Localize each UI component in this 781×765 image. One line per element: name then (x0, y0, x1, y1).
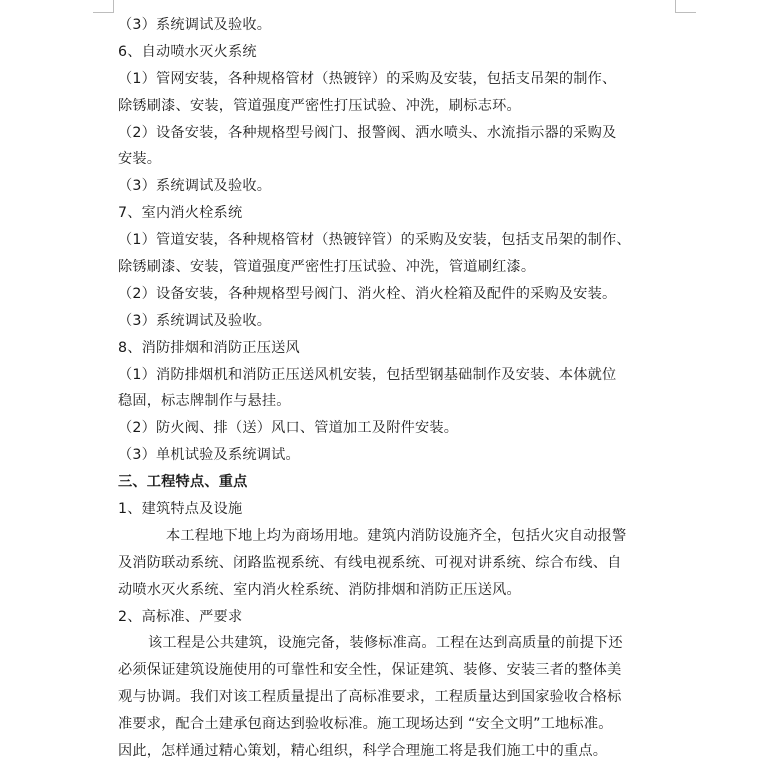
section-heading-8: 8、消防排烟和消防正压送风 (118, 339, 300, 356)
paragraph-line: （3）单机试验及系统调试。 (118, 447, 300, 464)
paragraph-line: （2）设备安装，各种规格型号阀门、报警阀、洒水喷头、水流指示器的采购及 (118, 124, 617, 141)
section-heading-6: 6、自动喷水灭火系统 (118, 43, 257, 60)
paragraph-line: 本工程地下地上均为商场用地。建筑内消防设施齐全，包括火灾自动报警 (166, 527, 627, 544)
paragraph-line: 除锈刷漆、安装，管道强度严密性打压试验、冲洗，刷标志环。 (118, 97, 521, 114)
document-body (118, 12, 678, 765)
paragraph-line: （1）管道安装，各种规格管材（热镀锌管）的采购及安装，包括支吊架的制作、 (118, 232, 631, 249)
paragraph-line: 安装。 (118, 151, 162, 168)
chapter-heading: 三、工程特点、重点 (118, 474, 248, 491)
paragraph-line: （1）消防排烟机和消防正压送风机安装，包括型钢基础制作及安装、本体就位 (118, 366, 617, 383)
paragraph-line: 准要求，配合土建承包商达到验收标准。施工现场达到 “安全文明”工地标准。 (118, 716, 613, 733)
page-corner-mark-left (93, 0, 114, 13)
paragraph-line: 该工程是公共建筑，设施完备，装修标准高。工程在达到高质量的前提下还 (148, 635, 623, 652)
paragraph-line: 必须保证建筑设施使用的可靠性和安全性，保证建筑、装修、安装三者的整体美 (118, 662, 622, 679)
paragraph-line: 观与协调。我们对该工程质量提出了高标准要求，工程质量达到国家验收合格标 (118, 689, 622, 706)
paragraph-line: （1）管网安装，各种规格管材（热镀锌）的采购及安装，包括支吊架的制作、 (118, 70, 617, 87)
paragraph-line: 因此，怎样通过精心策划，精心组织，科学合理施工将是我们施工中的重点。 (118, 743, 608, 760)
paragraph-line: （3）系统调试及验收。 (118, 17, 272, 33)
page-corner-mark-right (675, 0, 696, 13)
subsection-heading-2: 2、高标准、严要求 (118, 608, 243, 625)
paragraph-line: 稳固，标志牌制作与悬挂。 (118, 393, 291, 410)
paragraph-line: （3）系统调试及验收。 (118, 178, 272, 195)
paragraph-line: 及消防联动系统、闭路监视系统、有线电视系统、可视对讲系统、综合布线、自 (118, 554, 622, 571)
paragraph-line: （3）系统调试及验收。 (118, 312, 272, 329)
paragraph-line: （2）设备安装，各种规格型号阀门、消火栓、消火栓箱及配件的采购及安装。 (118, 285, 617, 302)
paragraph-line: 除锈刷漆、安装，管道强度严密性打压试验、冲洗，管道刷红漆。 (118, 259, 536, 276)
section-heading-7: 7、室内消火栓系统 (118, 205, 243, 222)
paragraph-line: （2）防火阀、排（送）风口、管道加工及附件安装。 (118, 420, 459, 437)
subsection-heading-1: 1、建筑特点及设施 (118, 501, 243, 518)
paragraph-line: 动喷水灭火系统、室内消火栓系统、消防排烟和消防正压送风。 (118, 581, 521, 598)
